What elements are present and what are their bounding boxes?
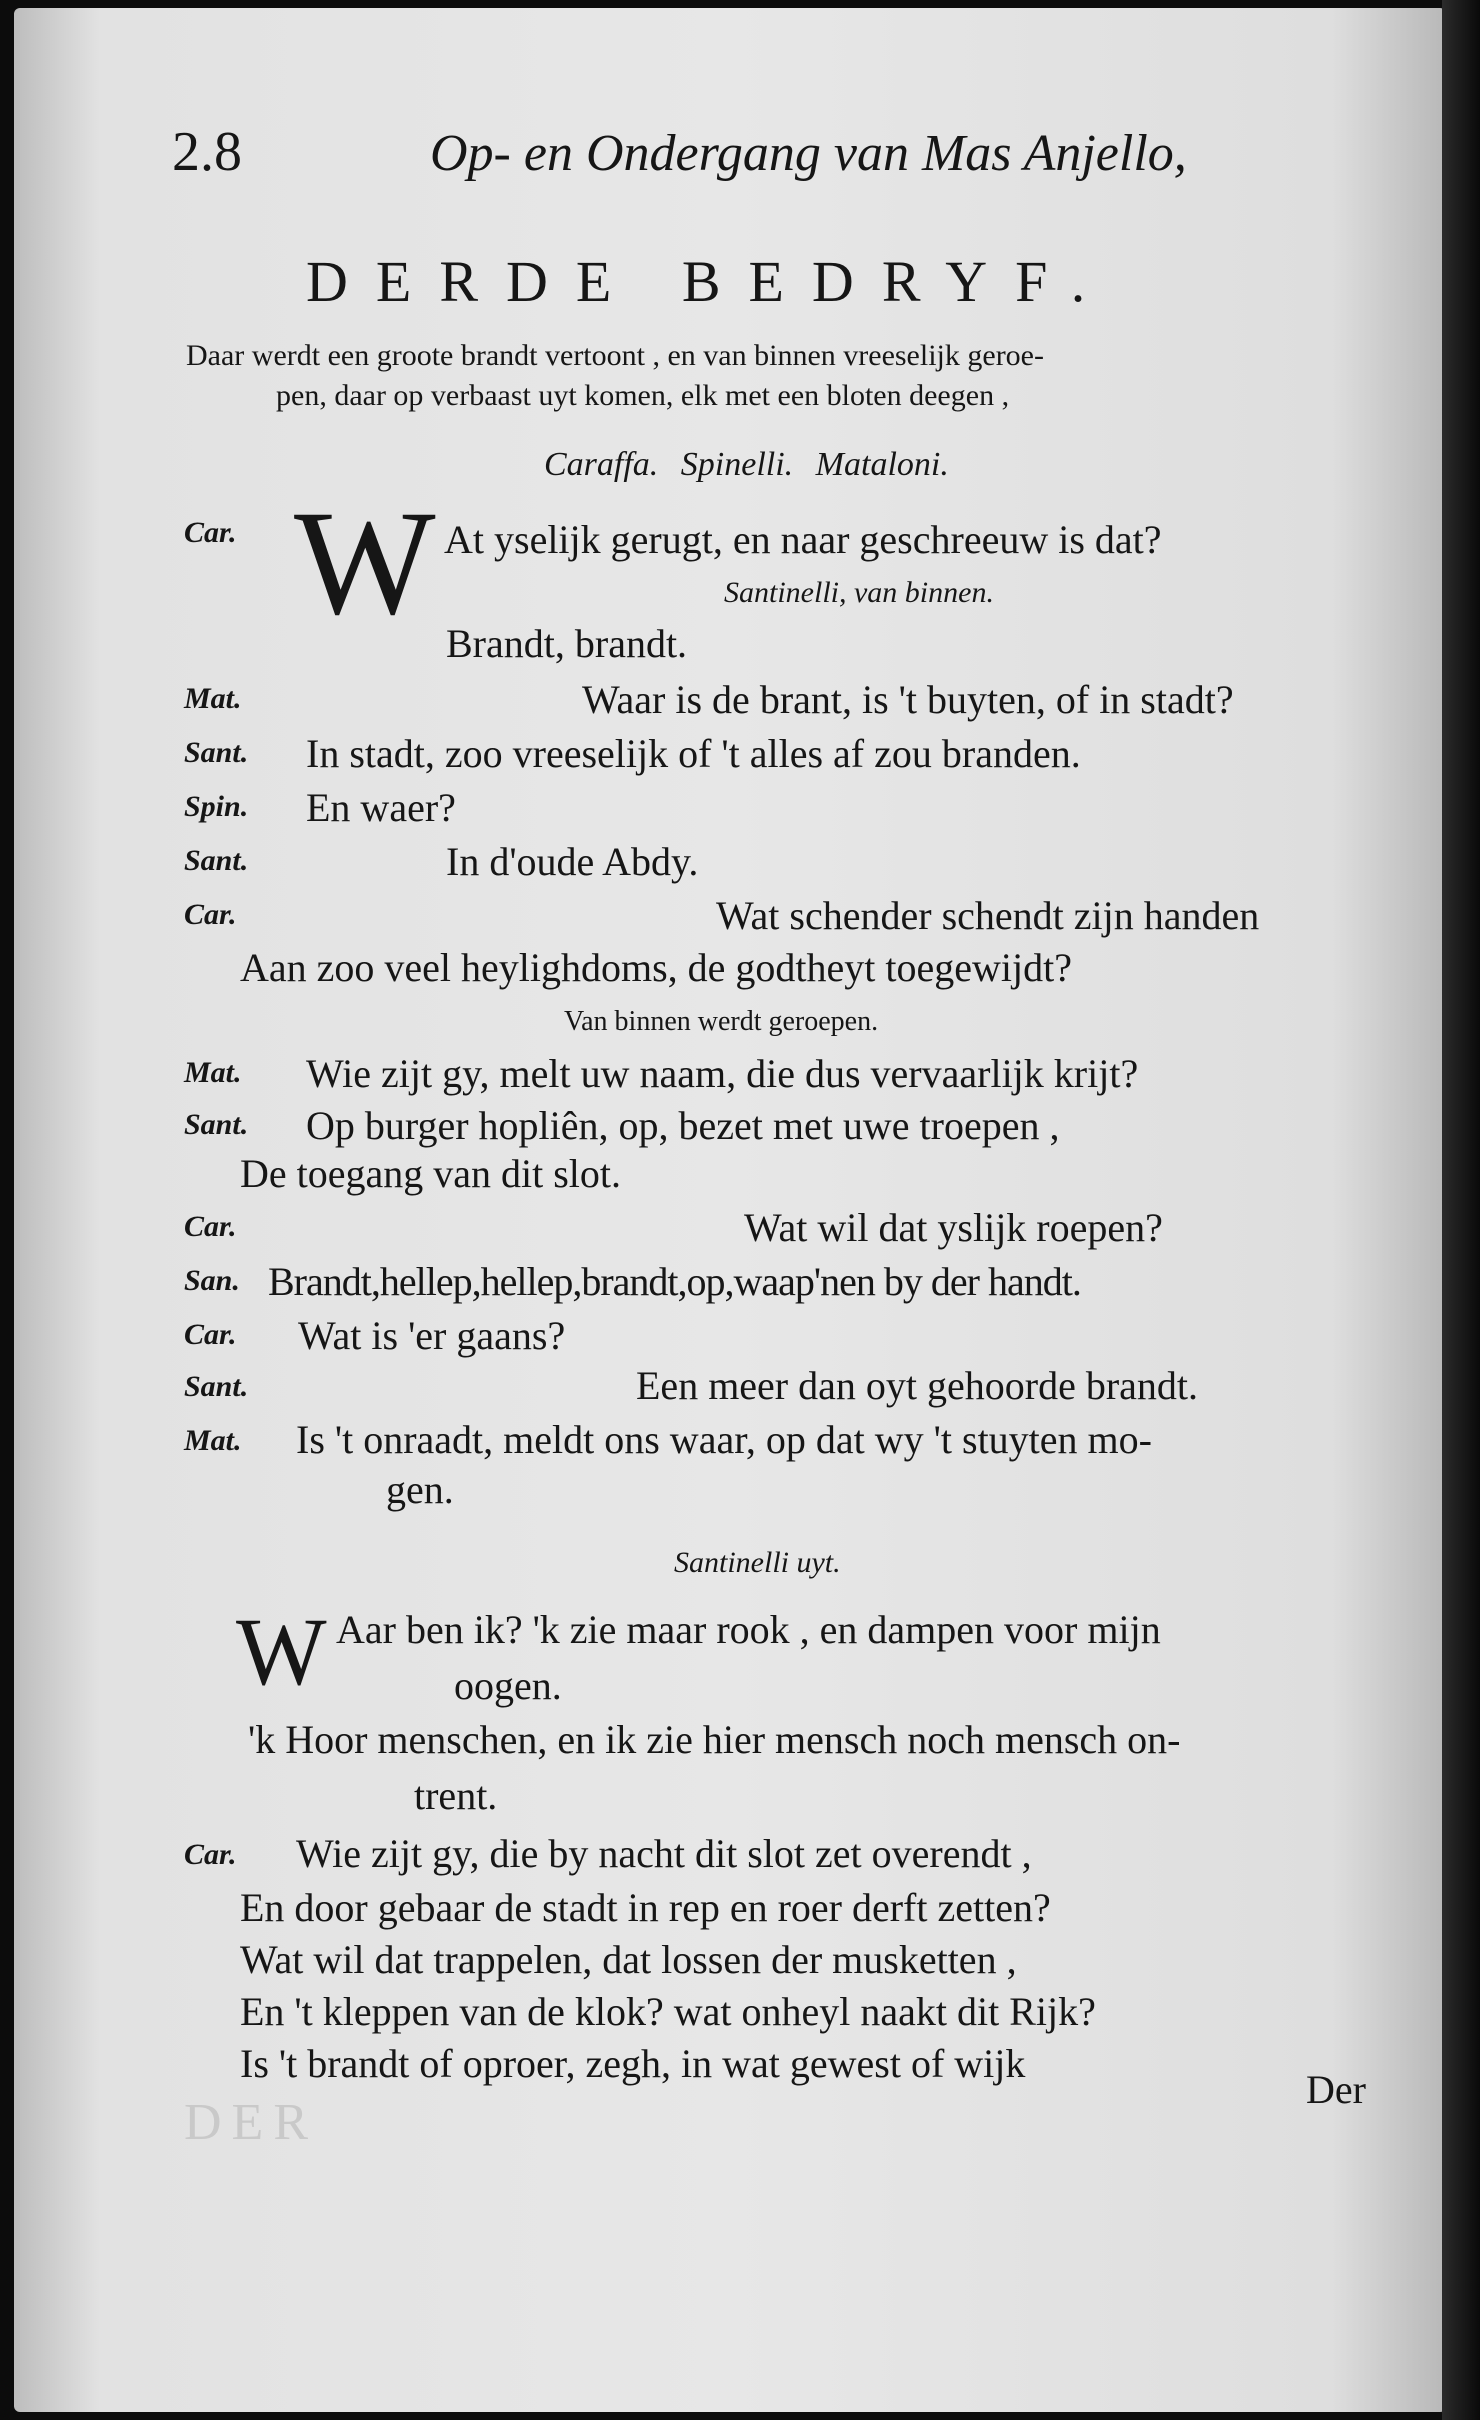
speaker-label: Car. <box>184 1318 237 1351</box>
verse-line: Wat wil dat trappelen, dat lossen der musketten , <box>240 1937 1017 1982</box>
verse-line: Brandt,hellep,hellep,brandt,op,waap'nen by der handt. <box>268 1259 1081 1304</box>
catchword: Der <box>1306 2067 1366 2112</box>
speaker-label: Spin. <box>184 790 249 823</box>
verse-line: Wat wil dat yslijk roepen? <box>744 1205 1163 1250</box>
verse-line: Is 't brandt of oproer, zegh, in wat gewest of wijk <box>240 2041 1026 2086</box>
cast-list: Caraffa. Spinelli. Mataloni. <box>544 446 949 483</box>
verse-line: En 't kleppen van de klok? wat onheyl naakt dit Rijk? <box>240 1989 1096 2034</box>
inline-stage-direction: Van binnen werdt geroepen. <box>564 1006 879 1037</box>
verse-line: Aan zoo veel heylighdoms, de godtheyt toegewijdt? <box>240 945 1073 990</box>
page-number: 2.8 <box>172 121 242 183</box>
speaker-label: Sant. <box>184 736 249 769</box>
page-header <box>172 120 1272 200</box>
verse-line: Wie zijt gy, die by nacht dit slot zet overendt , <box>296 1831 1032 1876</box>
verse-line: In stadt, zoo vreeselijk of 't alles af zou branden. <box>306 731 1081 776</box>
verse-line: Wat schender schendt zijn handen <box>716 893 1260 938</box>
verse-line: oogen. <box>454 1663 562 1708</box>
opening-stage-direction <box>186 336 1396 416</box>
drop-cap: W <box>236 1598 327 1705</box>
verse-line: gen. <box>386 1467 454 1512</box>
show-through-text: DER <box>184 2094 318 2151</box>
verse-line: In d'oude Abdy. <box>446 839 699 884</box>
speaker-label: Car. <box>184 1210 237 1243</box>
drop-cap: W <box>294 480 436 646</box>
verse-line: Op burger hopliên, op, bezet met uwe troepen , <box>306 1103 1060 1148</box>
paper-page <box>14 8 1446 2412</box>
speaker-label: Car. <box>184 1838 237 1871</box>
verse-line: En door gebaar de stadt in rep en roer derft zetten? <box>240 1885 1051 1930</box>
speaker-label: Sant. <box>184 1370 249 1403</box>
verse-line: De toegang van dit slot. <box>240 1151 622 1196</box>
verse-line: Wie zijt gy, melt uw naam, die dus vervaarlijk krijt? <box>306 1051 1139 1096</box>
speaker-label: Mat. <box>184 682 242 715</box>
stage-direction-line: pen, daar op verbaast uyt komen, elk met een bloten deegen , <box>276 379 1010 412</box>
speaker-label: Sant. <box>184 844 249 877</box>
speaker-label: Sant. <box>184 1108 249 1141</box>
speaker-label: Car. <box>184 516 237 549</box>
verse-line: Is 't onraadt, meldt ons waar, op dat wy 't stuyten mo- <box>296 1417 1152 1462</box>
verse-line: Aar ben ik? 'k zie maar rook , en dampen voor mijn <box>336 1607 1161 1652</box>
verse-line: Brandt, brandt. <box>446 621 688 666</box>
speaker-label: Car. <box>184 898 237 931</box>
book-gutter <box>1442 0 1480 2420</box>
stage-direction-line: Daar werdt een groote brandt vertoont , en van binnen vreeselijk geroe- <box>186 339 1044 372</box>
verse-line: 'k Hoor menschen, en ik zie hier mensch noch mensch on- <box>248 1717 1181 1762</box>
speaker-label: Mat. <box>184 1056 242 1089</box>
verse-line: Een meer dan oyt gehoorde brandt. <box>636 1363 1199 1408</box>
verse-line: Waar is de brant, is 't buyten, of in stadt? <box>582 677 1234 722</box>
inline-stage-direction: Santinelli uyt. <box>674 1546 841 1579</box>
verse-line: Wat is 'er gaans? <box>298 1313 566 1358</box>
verse-line: At yselijk gerugt, en naar geschreeuw is dat? <box>444 517 1162 562</box>
speaker-label: Mat. <box>184 1424 242 1457</box>
speaker-label: San. <box>184 1264 240 1297</box>
inline-stage-direction: Santinelli, van binnen. <box>724 576 994 609</box>
verse-line: trent. <box>414 1773 498 1818</box>
act-title: DERDE BEDRYF. <box>306 249 1114 314</box>
running-title: Op- en Ondergang van Mas Anjello, <box>430 125 1187 182</box>
verse-line: En waer? <box>306 785 456 830</box>
